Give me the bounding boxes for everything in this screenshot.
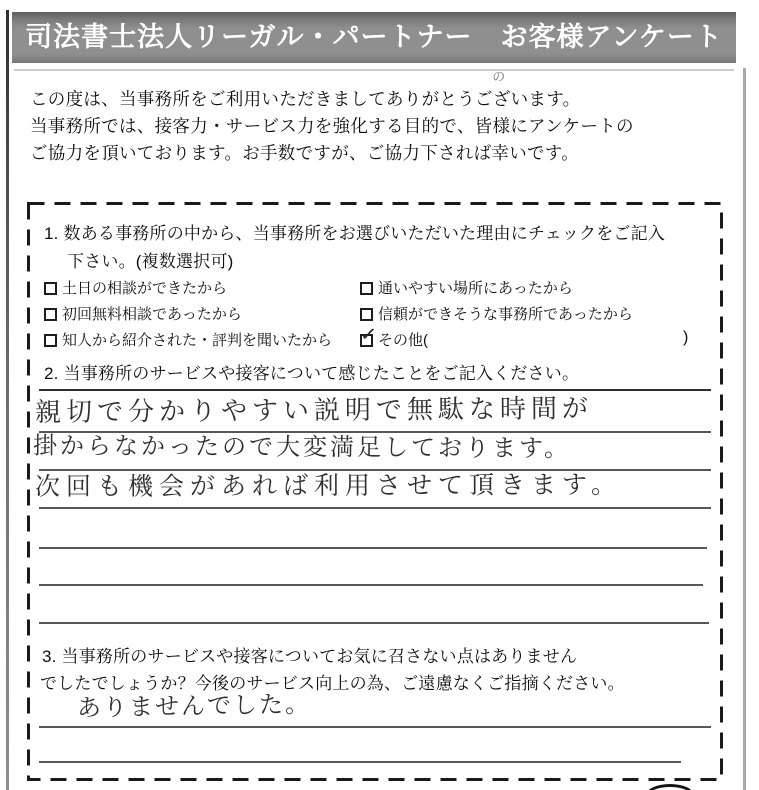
handwritten-answer-line3: 次回も機会があれば利用させて頂きます。 (34, 470, 623, 502)
option-label: 通いやすい場所にあったから (378, 280, 573, 297)
answer-line-empty[interactable] (39, 622, 709, 624)
header-shadow (14, 69, 734, 71)
checkbox-unchecked[interactable] (44, 282, 57, 295)
q1-heading-line2: 下さい。(複数選択可) (67, 252, 234, 271)
handwritten-answer-line2: 掛からなかったので大変満足しております。 (32, 432, 572, 463)
q3-heading-line2: でしたでしょうか？今後のサービス向上の為、ご遠慮なくご指摘ください。 (40, 674, 625, 693)
checkbox-unchecked[interactable] (360, 282, 373, 295)
answer-line-empty[interactable] (39, 547, 707, 549)
option-free-first-consult[interactable] (44, 303, 242, 324)
answer-line[interactable] (39, 726, 711, 728)
cropped-stamp-arc (646, 784, 694, 790)
checkbox-checked[interactable] (358, 323, 379, 347)
handwritten-answer-line1: 親切で分かりやすい説明で無駄な時間が (34, 393, 594, 427)
answer-line-empty[interactable] (39, 584, 703, 586)
page-title: 司法書士法人リーガル・パートナー お客様アンケート (25, 22, 723, 52)
handwritten-answer-q3: ありませんでした。 (76, 690, 312, 723)
option-label: 初回無料相談であったから (62, 306, 242, 323)
intro-line-3: ご協力を頂いております。お手数ですが、ご協力下されば幸いです。 (30, 143, 579, 163)
stray-pen-mark: の (491, 68, 507, 85)
option-weekend-consult[interactable] (44, 277, 227, 298)
intro-line-2: 当事務所では、接客力・サービス力を強化する目的で、皆様にアンケートの (30, 116, 634, 136)
handwritten-check-mark: ✓ (358, 323, 379, 347)
answer-line[interactable] (39, 389, 711, 391)
survey-form-box (27, 202, 723, 781)
answer-line[interactable] (39, 507, 711, 509)
option-label: 知人から紹介された・評判を聞いたから (62, 332, 333, 349)
scan-edge-left (6, 10, 9, 790)
intro-line-1: この度は、当事務所をご利用いただきましてありがとうございます。 (30, 89, 581, 109)
checkbox-unchecked[interactable] (44, 308, 57, 321)
q3-heading-line1: 3. 当事務所のサービスや接客についてお気に召さない点はありません (42, 647, 578, 666)
checkbox-unchecked[interactable] (360, 308, 373, 321)
option-label: 信頼ができそうな事務所であったから (378, 306, 633, 323)
option-trustworthy-office[interactable] (360, 303, 633, 324)
option-label: その他( (378, 332, 428, 349)
option-convenient-location[interactable] (360, 277, 573, 298)
header-bar (12, 12, 736, 63)
scan-edge-right (743, 68, 746, 790)
q2-heading: 2. 当事務所のサービスや接客について感じたことをご記入ください。 (44, 364, 580, 383)
q1-heading-line1: 1. 数ある事務所の中から、当事務所をお選びいただいた理由にチェックをご記入 (44, 224, 665, 243)
answer-line[interactable] (39, 761, 681, 763)
option-label: 土日の相談ができたから (62, 280, 228, 297)
option-referred-reputation[interactable] (44, 329, 332, 350)
option-other[interactable] (358, 323, 428, 350)
intro-text (30, 86, 634, 167)
other-close-paren: ) (683, 329, 689, 346)
checkbox-unchecked[interactable] (44, 334, 57, 347)
